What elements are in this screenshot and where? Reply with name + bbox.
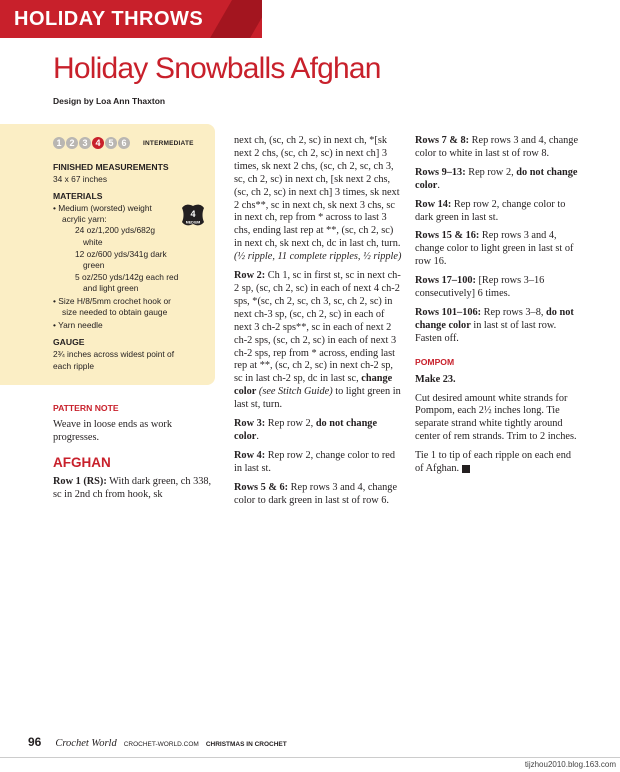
skill-level-label: INTERMEDIATE [143,139,194,147]
material-hook: • Size H/8/5mm crochet hook or [53,296,171,306]
skill-level-indicator [53,137,194,149]
pompom-instructions: Cut desired amount white strands for Pompom, each 2½ inches long. Tie separate strand white tightly around center of rem strands. Trim to 2 inches. [415,392,577,443]
section-banner-label: HOLIDAY THROWS [14,8,204,30]
watermark: tijzhou2010.blog.163.com [524,760,616,769]
rows-5-6-instructions: Rows 5 & 6: Rep rows 3 and 4, change color to dark green in last st of row 6. [234,481,398,506]
row-4-instructions: Row 4: Rep row 2, change color to red in last st. [234,449,395,474]
column-middle [234,135,403,513]
finished-measurements-heading: FINISHED MEASUREMENTS [53,162,169,172]
rows-7-8-instructions: Rows 7 & 8: Rep rows 3 and 4, change color to white in last st of row 8. [415,135,579,159]
yarn-weight-number: 4 [190,209,196,219]
row-14-instructions: Row 14: Rep row 2, change color to dark green in last st. [415,198,566,223]
skill-level-dot: 1 [53,137,65,149]
issue-title: CHRISTMAS IN CROCHET [205,741,287,748]
yarn-each-amount: 5 oz/250 yds/142g each red [75,272,179,282]
skill-level-dot: 3 [79,137,91,149]
section-banner [0,0,262,38]
column-left [53,402,218,507]
yarn-weight-icon [181,203,205,227]
row-3-instructions: Row 3: Rep row 2, do not change color. [234,418,378,442]
page-number: 96 [28,735,42,749]
designer-credit: Design by Loa Ann Thaxton [53,96,166,106]
material-yarn: • Medium (worsted) weight [53,203,152,213]
footer-divider [0,757,620,758]
pattern-note-heading: PATTERN NOTE [53,403,119,413]
yarn-white-amount: 24 oz/1,200 yds/682g [75,225,156,235]
skill-level-dot: 6 [118,137,130,149]
finished-measurements-value: 34 x 67 inches [53,174,108,184]
row-1-instructions: Row 1 (RS): With dark green, ch 338, sc in 2nd ch from hook, sk [53,475,212,500]
material-hook-cont: size needed to obtain gauge [62,307,168,317]
yarn-green-color: green [83,260,105,270]
skill-level-dot-active: 4 [92,137,104,149]
pompom-finish: Tie 1 to tip of each ripple on each end of Afghan. [415,450,572,475]
page-title: Holiday Snowballs Afghan [53,52,381,85]
yarn-weight-label: MEDIUM [185,220,201,225]
pompom-count: Make 23. [415,373,456,385]
row-1-continued: next ch, (sc, ch 2, sc) in next ch, *[sk next 2 chs, (sc, ch 2, sc) in next ch] 3 times, sk next 2 chs, (sc, ch 2, sc, ch 3, sc, ch 2, sc) in next ch, [sk next 2 chs, (sc, ch 2, sc) in next ch] 3 times, sk next 2 chs**, sc in next ch, sk next 3 chs, sc in next ch, rep from * across to last 3 chs, ending last rep at **, (sc, ch 2, sc) in next ch, sk next ch, dc in last ch, turn. (½ ripple, 11 complete ripples, ½ ripple) [234,135,402,263]
afghan-heading: AFGHAN [53,454,111,470]
pattern-note-text: Weave in loose ends as work progresses. [53,418,172,443]
material-yarn-cont: acrylic yarn: [62,214,107,224]
material-needle: • Yarn needle [53,320,103,330]
yarn-white-color: white [83,237,103,247]
page-footer [28,735,287,749]
end-mark-icon [462,465,470,473]
rows-15-16-instructions: Rows 15 & 16: Rep rows 3 and 4, change color to light green in last st of row 16. [415,230,574,268]
row-2-instructions: Row 2: Ch 1, sc in first st, sc in next ch-2 sp, (sc, ch 2, sc) in each of next 4 ch-2 sps, *(sc, ch 2, sc, ch 3, sc, ch 2, sc) in next ch-3 sp, (sc, ch 2, sc) in each of next 3 ch-2 sps**, sc in each of next 2 ch-2 sps, (sc, ch 2, sc) in each of next 3 ch-2 sps, rep from * across, ending last rep at **, (sc, ch 2, sc) in next ch-2 sp, sc in last ch-2 sp, dc in last sc, change color (see Stitch Guide) to light green in last st, turn. [234,270,401,411]
banner-fold [210,0,262,38]
rows-17-100-instructions: Rows 17–100: [Rep rows 3–16 consecutively] 6 times. [415,275,545,300]
magazine-website: CROCHET-WORLD.COM [123,741,199,748]
skill-level-dot: 2 [66,137,78,149]
rows-101-106-instructions: Rows 101–106: Rep rows 3–8, do not change color in last st of last row. Fasten off. [415,306,574,344]
yarn-each-color: and light green [83,283,139,293]
gauge-value-cont: each ripple [53,361,94,371]
skill-level-dot: 5 [105,137,117,149]
magazine-name: Crochet World [55,738,117,749]
column-right [415,135,581,482]
rows-9-13-instructions: Rows 9–13: Rep row 2, do not change color. [415,166,578,191]
yarn-green-amount: 12 oz/600 yds/341g dark [75,249,167,259]
pompom-heading: POMPOM [415,356,455,367]
materials-heading: MATERIALS [53,191,103,201]
gauge-heading: GAUGE [53,337,85,347]
gauge-value: 2¾ inches across widest point of [53,349,175,359]
